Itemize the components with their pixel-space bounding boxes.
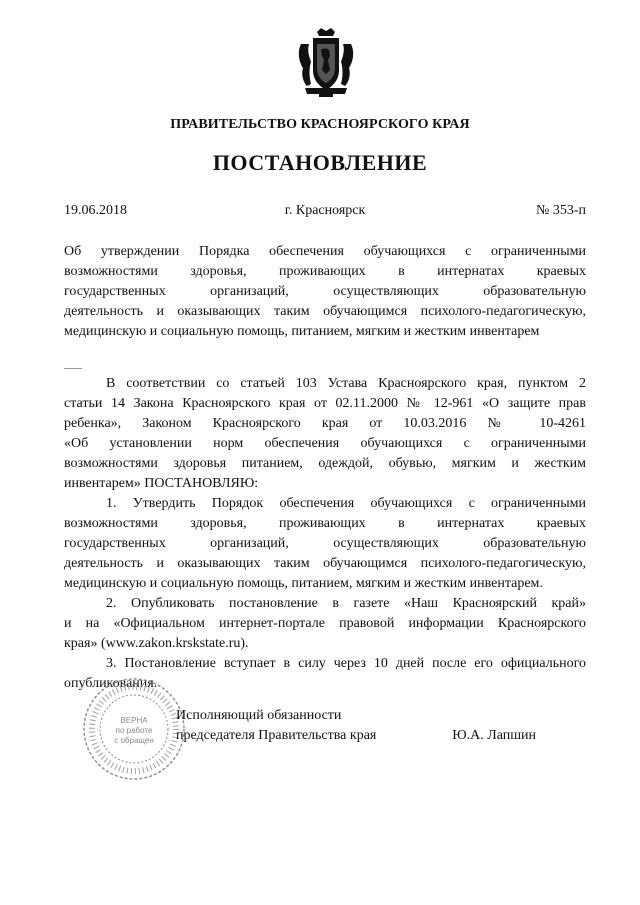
round-seal-stamp xyxy=(80,675,188,783)
body-line: края» (www.zakon.krskstate.ru). xyxy=(64,636,249,651)
document-body xyxy=(64,374,586,694)
body-line: возможностями здоровья, проживающих в интернатах краевых xyxy=(64,516,586,531)
signatory-role-line: председателя Правительства края xyxy=(176,728,377,743)
body-line: инвентарем» ПОСТАНОВЛЯЮ: xyxy=(64,476,259,491)
body-line: статьи 14 Закона Красноярского края от 02.11.2000 № 12-961 «О защите прав xyxy=(64,396,586,411)
stamp-text: с обращен xyxy=(114,736,154,745)
subject-line: возможностями здоровья, проживающих в интернатах краевых xyxy=(64,264,586,279)
body-line: деятельность и оказывающих таким обучающимся психолого-педагогическую, xyxy=(64,556,586,571)
body-line: и на «Официальном интернет-портале правовой информации Красноярского xyxy=(64,616,586,631)
stamp-text: ВЕРНА xyxy=(120,716,148,725)
signatory-name: Ю.А. Лапшин xyxy=(452,728,536,743)
subject-line: Об утверждении Порядка обеспечения обучающихся с ограниченными xyxy=(64,244,586,259)
subject-line: деятельность и оказывающих таким обучающимся психолого-педагогическую, xyxy=(64,304,586,319)
document-number: № 353-п xyxy=(535,203,586,218)
margin-mark xyxy=(64,368,82,369)
body-line: опубликования. xyxy=(64,676,158,691)
stamp-text: по работе xyxy=(115,726,153,735)
signatory-role-line: Исполняющий обязанности xyxy=(176,708,342,723)
body-line: 2. Опубликовать постановление в газете «Наш Красноярский край» xyxy=(106,596,586,611)
signatory-role xyxy=(176,706,376,746)
document-date: 19.06.2018 xyxy=(64,203,127,218)
body-line: медицинскую и социальную помощь, питанием, мягким и жестким инвентарем. xyxy=(64,576,543,591)
body-line: ребенка», Законом Красноярского края от 10.03.2016 № 10-4261 xyxy=(64,416,586,431)
body-line: В соответствии со статьей 103 Устава Красноярского края, пунктом 2 xyxy=(106,376,586,391)
coat-of-arms-icon xyxy=(295,26,357,98)
document-city: г. Красноярск xyxy=(284,203,366,218)
body-line: государственных организаций, осуществляющих образовательную xyxy=(64,536,586,551)
document-title: ПОСТАНОВЛЕНИЕ xyxy=(212,150,428,175)
body-line: возможностями здоровья питанием, одеждой, обувью, мягким и жестким xyxy=(64,456,586,471)
body-line: «Об установлении норм обеспечения обучающихся с ограниченными xyxy=(64,436,586,451)
document-subject xyxy=(64,242,586,342)
body-line: 3. Постановление вступает в силу через 10 дней после его официального xyxy=(106,656,586,671)
subject-line: государственных организаций, осуществляющих образовательную xyxy=(64,284,586,299)
body-line: 1. Утвердить Порядок обеспечения обучающихся с ограниченными xyxy=(106,496,586,511)
organization-name: ПРАВИТЕЛЬСТВО КРАСНОЯРСКОГО КРАЯ xyxy=(170,117,470,132)
subject-line: медицинскую и социальную помощь, питанием, мягким и жестким инвентарем xyxy=(64,324,540,339)
